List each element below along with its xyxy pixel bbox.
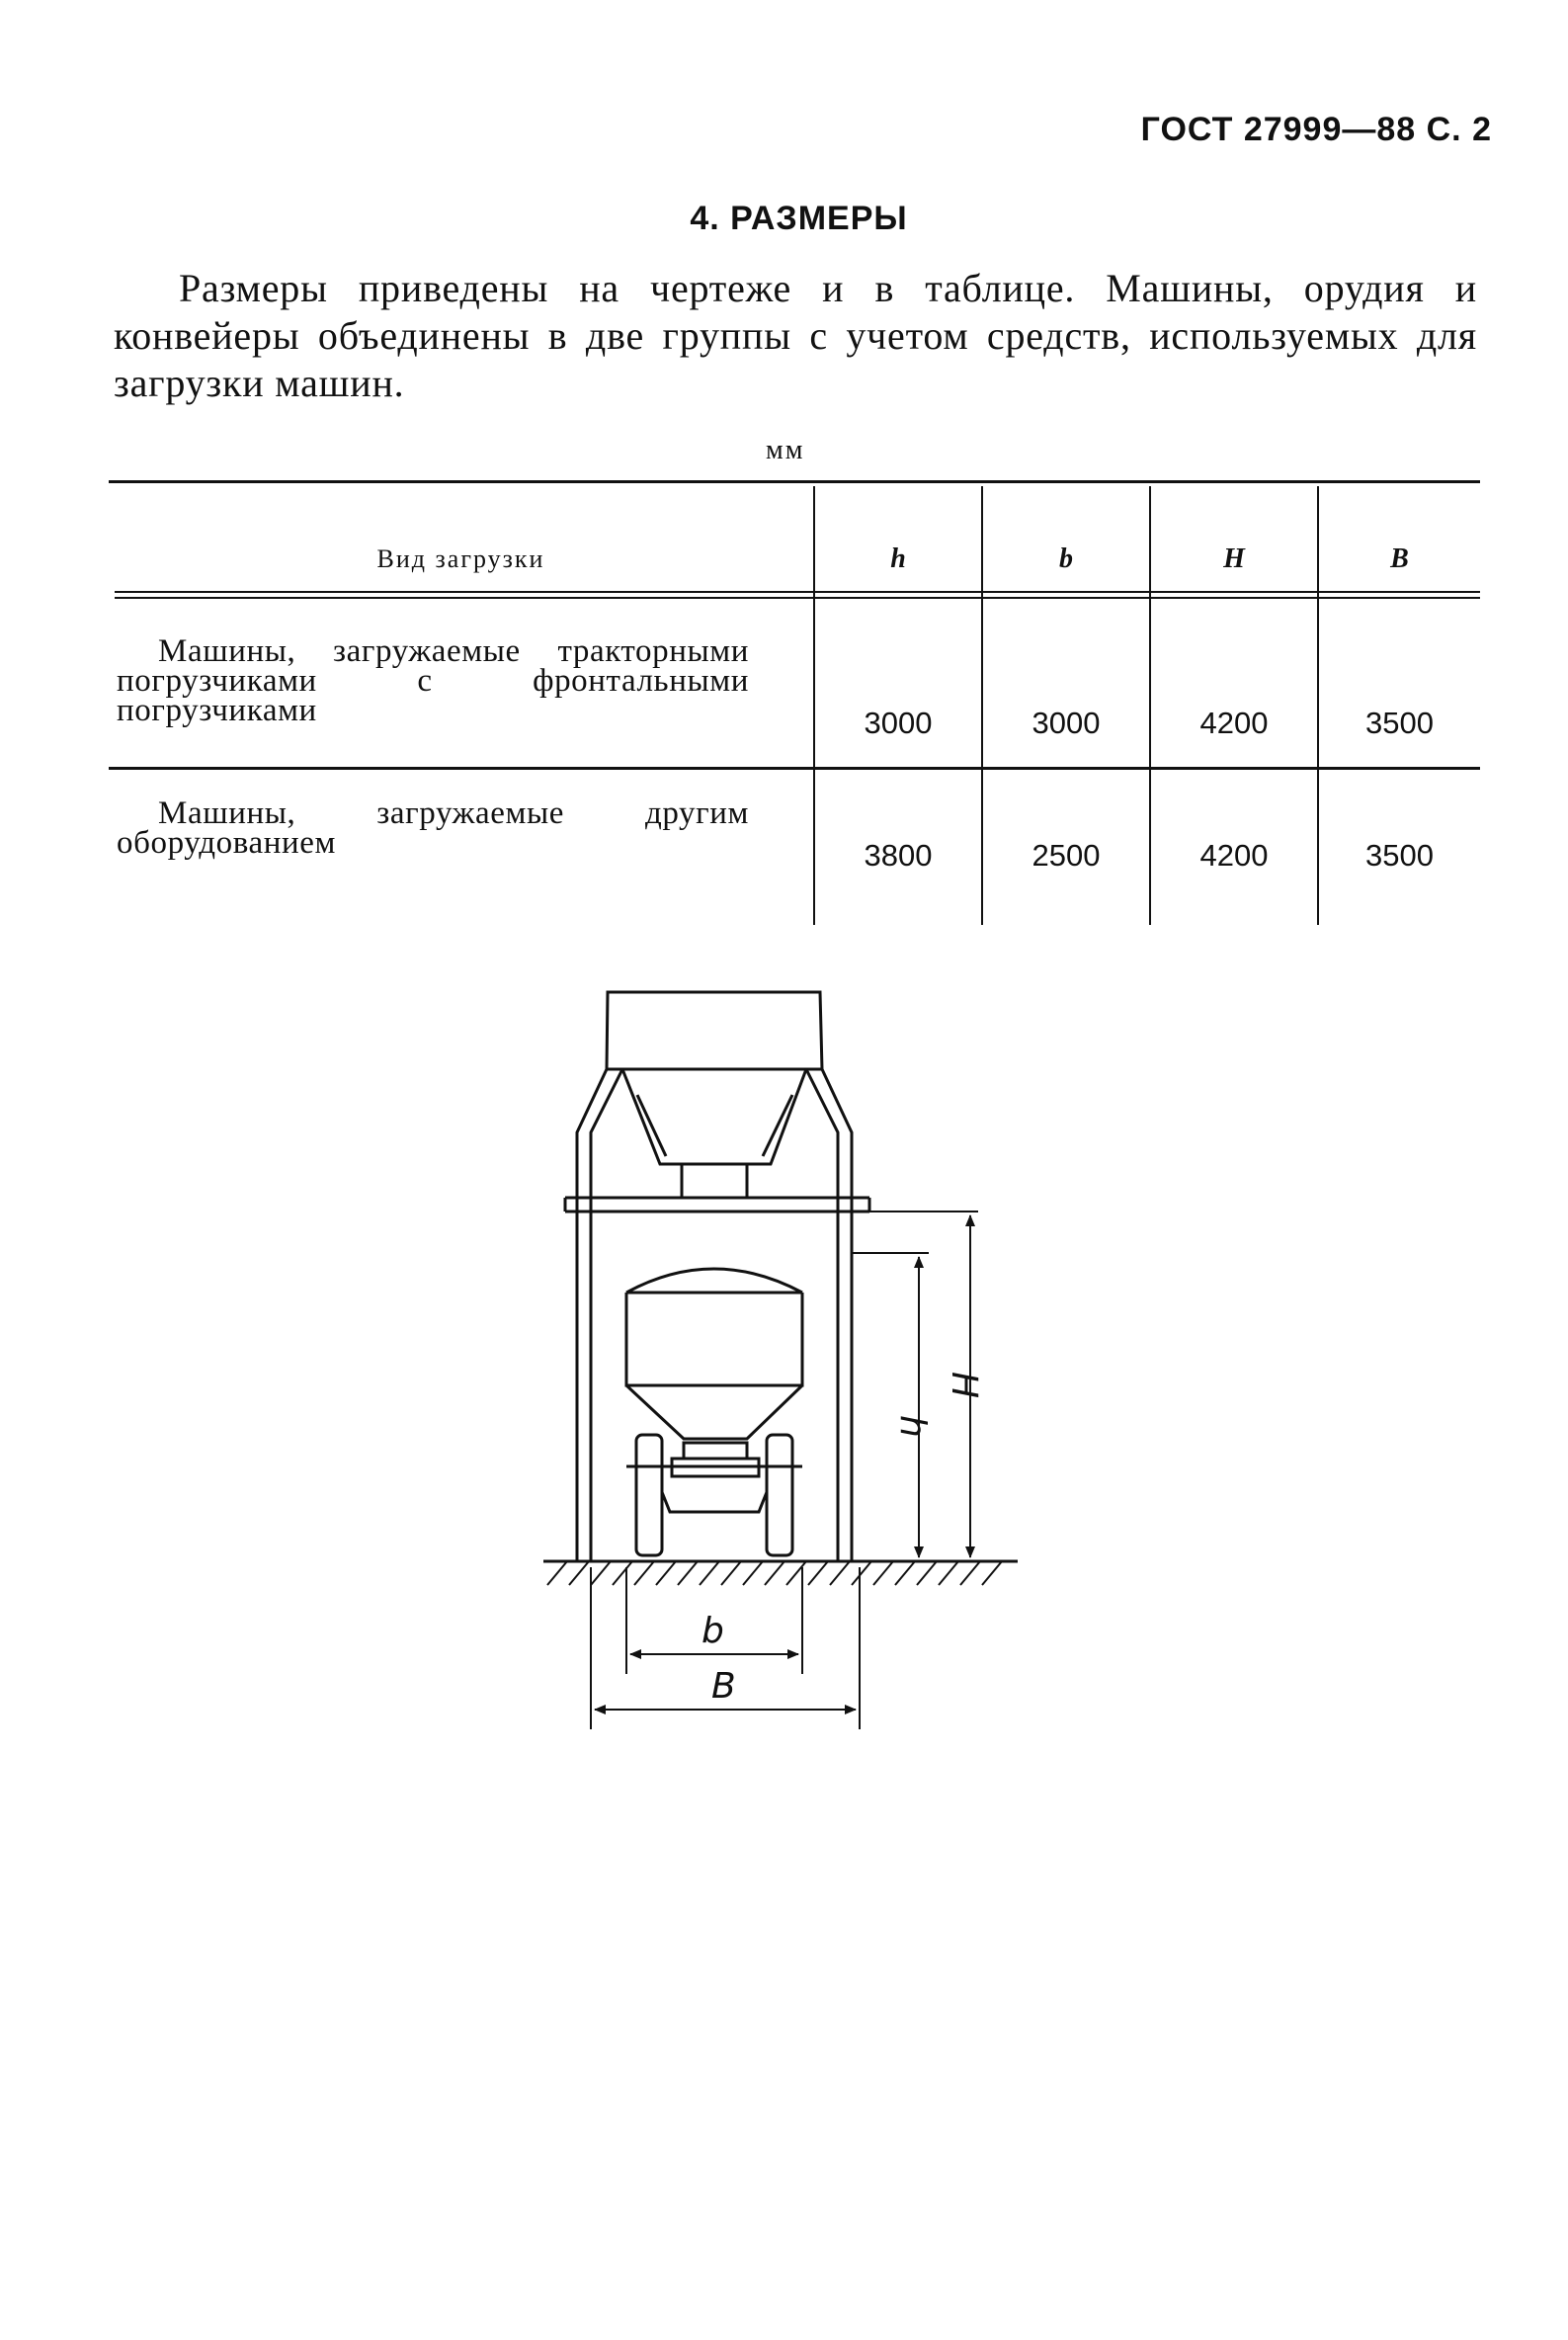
table-row-rule [109,767,1480,770]
section-title: 4. РАЗМЕРЫ [690,200,908,237]
hopper-inner [637,1095,666,1156]
row-1-B: 3500 [1365,706,1434,740]
wheel-left [636,1435,662,1555]
wheel-right [767,1435,792,1555]
row-2-h: 3800 [864,838,933,873]
intro-paragraph: Размеры приведены на чертеже и в таблице. Машины, орудия и конвейеры объединены в две группы с учетом средств, используемых для загрузки машин. [114,266,1477,405]
row-2-B: 3500 [1365,838,1434,873]
trailer-cone [626,1385,802,1439]
row-1-h: 3000 [864,706,933,740]
header-h: h [890,543,906,574]
drawing-svg [543,978,1037,1749]
row-1-H: 4200 [1199,706,1269,740]
trailer-body [626,1293,802,1385]
loading-station-drawing [543,978,1037,1749]
header-load-type: Вид загрузки [376,544,545,573]
header-b: b [1059,543,1073,574]
page-header: ГОСТ 27999—88 С. 2 [1140,111,1492,148]
row-2-b: 2500 [1032,838,1101,873]
hopper-cone [622,1069,806,1164]
dim-h-label: h [892,1415,933,1438]
ground-hatching [547,1561,1002,1585]
dim-b-label: b [701,1611,724,1651]
header-H: H [1223,543,1245,574]
dim-B-label: B [711,1666,736,1707]
trailer-dome [626,1269,802,1293]
row-1-label: Машины, загружаемые тракторными погрузчиками с фронтальными погрузчиками [117,633,749,728]
dim-H-label: H [944,1372,984,1399]
table-unit: мм [766,435,805,465]
row-2-label: Машины, загружаемые другим оборудованием [117,795,749,861]
dimensions-table [109,480,1480,925]
table-header-rule-2 [115,597,1480,599]
row-1-b: 3000 [1032,706,1101,740]
header-B: B [1390,543,1409,574]
row-2-H: 4200 [1199,838,1269,873]
table-top-rule [109,480,1480,483]
hopper-outlet [682,1164,747,1198]
table-header-rule-1 [115,591,1480,593]
bunker-top [607,992,822,1069]
